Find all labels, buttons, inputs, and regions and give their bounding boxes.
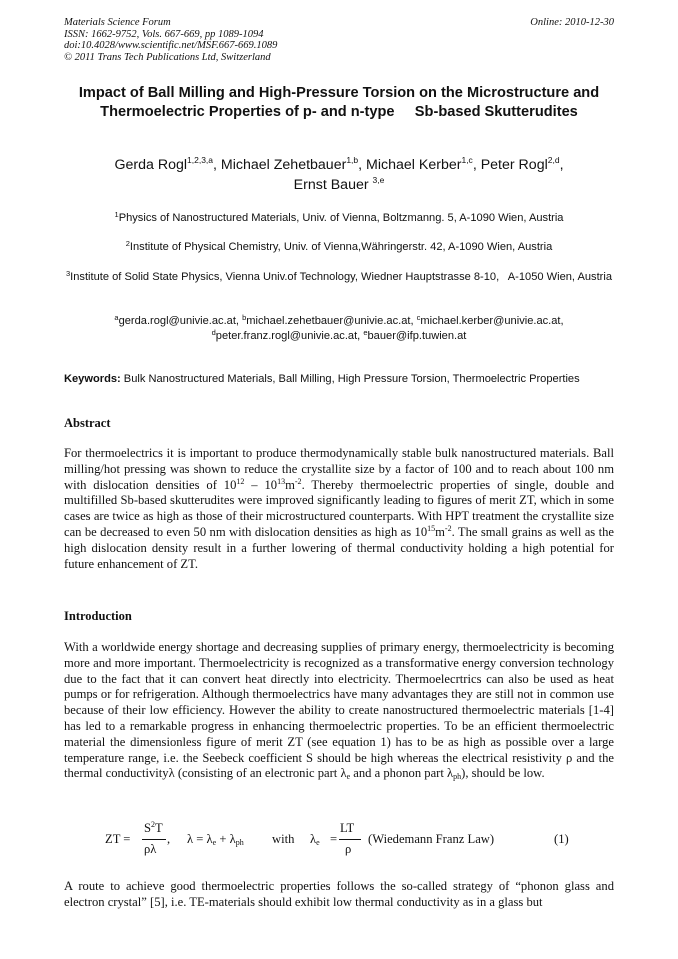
journal-header <box>64 17 277 63</box>
email-link[interactable]: peter.franz.rogl@univie.ac.at, <box>215 330 364 342</box>
eq-fraction-bar <box>142 839 166 840</box>
author: Peter Rogl$^{2,d}$, <box>480 155 564 173</box>
eq-wf-numerator: LT <box>340 821 355 835</box>
email-link[interactable]: gerda.rogl@univie.ac.at, <box>118 315 243 327</box>
author: Michael Kerber$^{1,c}$, <box>366 155 481 173</box>
affiliation: $^2$Institute of Physical Chemistry, Univ. of Vienna,Währingerstr. 42, A-1090 Wien, Austria <box>125 239 553 253</box>
email-link[interactable]: michael.zehetbauer@univie.ac.at, <box>246 315 417 327</box>
eq-numerator: $S^2T$ <box>144 820 163 835</box>
affiliation: $^3$Institute of Solid State Physics, Vienna Univ.of Technology, Wiedner Hauptstrasse 8-10, A-1050 Wien, Austria <box>66 269 612 283</box>
author: Michael Zehetbauer$^{1,b}$, <box>220 155 367 173</box>
introduction-heading: Introduction <box>64 609 132 623</box>
email-link[interactable]: michael.kerber@univie.ac.at, <box>420 315 564 327</box>
eq-wf-fraction-bar <box>339 839 361 840</box>
eq-number: (1) <box>554 832 569 846</box>
keywords <box>64 372 614 387</box>
author-list <box>64 155 614 195</box>
online-date: Online: 2010-12-30 <box>530 17 614 28</box>
eq-lambda-e: $\lambda_e$ <box>310 832 320 847</box>
email-list: $^a$gerda.rogl@univie.ac.at, $^b$michael.zehetbauer@univie.ac.at, $^c$michael.kerber@univie.ac.at, $^d$peter.franz.rogl@univie.ac.at, $^e$bauer@ifp.tuwien.at <box>114 313 564 342</box>
eq-law-name: (Wiedemann Franz Law) <box>368 832 495 846</box>
equation-1 <box>0 818 678 862</box>
route-text: A route to achieve good thermoelectric properties follows the so-called strategy of “phonon glass and electron crystal” [5], i.e. TE-materials should exhibit low thermal conductivity as in a glass but <box>64 879 614 909</box>
keywords-text: Bulk Nanostructured Materials, Ball Milling, High Pressure Torsion, Thermoelectric Properties <box>120 373 580 385</box>
journal-copyright: © 2011 Trans Tech Publications Ltd, Switzerland <box>64 51 271 63</box>
eq-denominator: ρλ <box>144 842 157 856</box>
eq-equals: = <box>330 832 338 846</box>
eq-zt: ZT = <box>105 832 131 846</box>
eq-wf-denominator: ρ <box>345 842 352 856</box>
eq-comma: , <box>167 832 171 846</box>
author: Ernst Bauer $^{3,e}$ <box>293 175 385 193</box>
author: Gerda Rogl$^{1,2,3,a}$, <box>114 155 221 173</box>
abstract-text: For thermoelectrics it is important to produce thermodynamically stable bulk nanostructured materials. Ball milling/hot pressing was shown to reduce the crystallite size by a factor of 100 and to reach about 100 nm with dislocation densities of $10^{12} - 10^{13}m^{-2}$. Thereby thermoelectric properties of single, double and multifilled Sb-based skutterudites were improved significantly leading to figures of merit ZT, which in some cases are twice as high as those of their microstructured counterparts. With HPT treatment the crystallite size can be decreased to even 50 nm with dislocation densities as high as $10^{15}m^{-2}$. The small grains as well as the high dislocation density result in a further lowering of thermal conductivity holding a high potential for future enhancement of ZT. <box>64 446 614 571</box>
introduction-text: With a worldwide energy shortage and decreasing supplies of primary energy, thermoelectricity is becoming more and more important. Thermoelectricity is recognized as a transformative energy conversion technology due to the fact that it can convert heat directly into electricity. Thermoelecrtrics can also be used as heat pumps or for refrigeration. Although thermoelectrics have many advantages they are still not in common use because of their low efficiency. However the ability to create nanostructured thermoelectric materials [1-4] has led to a remarkable progress in enhancing thermoelectric properties. To be an efficient thermoelectric material the dimensionless figure of merit ZT (see equation 1) has to be as high as possible over a large temperature range, i.e. the Seebeck coefficient S should be high whereas the electrical resistivity ρ and the thermal conductivityλ (consisting of an electronic part $\lambda_e$ and a phonon part $\lambda_{ph}$), should be low. <box>64 640 614 782</box>
eq-with: with <box>272 832 295 846</box>
abstract-heading: Abstract <box>64 416 111 430</box>
eq-lambda-sum: $\lambda = \lambda_e + \lambda_{ph}$ <box>187 832 244 847</box>
keywords-label: Keywords: <box>64 373 121 385</box>
affiliation: $^1$Physics of Nanostructured Materials, Univ. of Vienna, Boltzmanng. 5, A-1090 Wien, Austria <box>114 210 564 224</box>
journal-doi: doi:10.4028/www.scientific.net/MSF.667-669.1089 <box>64 40 278 51</box>
journal-name: Materials Science Forum <box>64 17 171 28</box>
paper-title: Impact of Ball Milling and High-Pressure Torsion on the Microstructure and Thermoelectric Properties of p- and n-type Sb-based Skutterudites <box>78 85 604 120</box>
journal-issn: ISSN: 1662-9752, Vols. 667-669, pp 1089-1094 <box>64 28 264 40</box>
email-link[interactable]: bauer@ifp.tuwien.at <box>367 330 467 342</box>
